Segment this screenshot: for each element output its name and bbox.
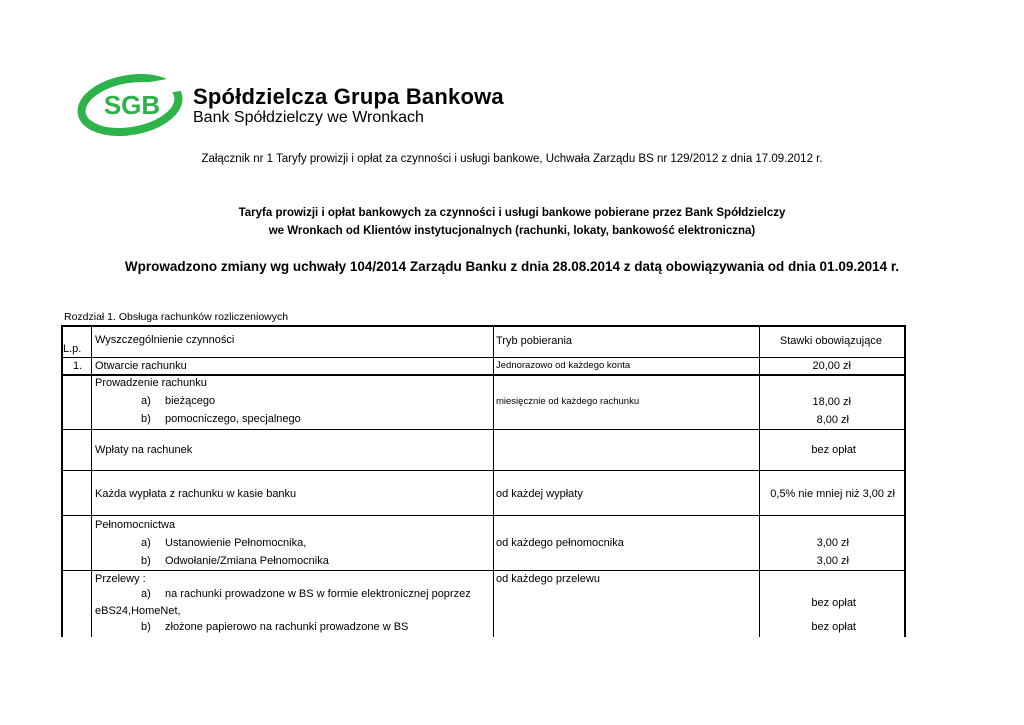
table-border-left — [61, 325, 63, 637]
row2-a-rate: 18,00 zł — [812, 396, 851, 408]
row2-b-letter: b) — [141, 413, 151, 425]
row6-b-rate: bez opłat — [811, 621, 856, 633]
row6-activity: Przelewy : — [95, 573, 146, 585]
tariff-title-line2: we Wronkach od Klientów instytucjonalnych (rachunki, lokaty, bankowość elektroniczna) — [268, 225, 756, 237]
row2-a-text: bieżącego — [165, 395, 216, 407]
row5-a-letter: a) — [141, 537, 151, 549]
row2-a-letter: a) — [141, 395, 151, 407]
row2-activity: Prowadzenie rachunku — [95, 377, 207, 389]
changes-note: Wprowadzono zmiany wg uchwały 104/2014 Zarządu Banku z dnia 28.08.2014 z datą obowiązywania od dnia 01.09.2014 r. — [124, 259, 900, 274]
row-divider — [61, 374, 906, 376]
row5-b-letter: b) — [141, 555, 151, 567]
row-divider — [61, 515, 906, 516]
row4-mode: od każdej wypłaty — [496, 488, 583, 500]
table-border-top — [61, 325, 906, 327]
row4-activity: Każda wypłata z rachunku w kasie banku — [95, 488, 297, 500]
logo-text: SGB — [103, 90, 161, 120]
row6-a-letter: a) — [141, 588, 151, 600]
row2-b-text: pomocniczego, specjalnego — [165, 413, 301, 425]
row6-a-text-line1: na rachunki prowadzone w BS w formie elektronicznej poprzez — [165, 588, 471, 600]
row2-b-rate: 8,00 zł — [816, 414, 849, 426]
brand-name: Spółdzielcza Grupa Bankowa — [193, 84, 504, 109]
header-mode: Tryb pobierania — [496, 335, 573, 347]
header-lp: L.p. — [63, 343, 82, 355]
tariff-title-line1: Taryfa prowizji i opłat bankowych za czynności i usługi bankowe pobierane przez Bank Spółdzielczy — [238, 207, 786, 219]
row6-a-rate: bez opłat — [811, 597, 856, 609]
row5-a-text: Ustanowienie Pełnomocnika, — [165, 537, 307, 549]
row4-rate: 0,5% nie mniej niż 3,00 zł — [770, 488, 895, 500]
row2-mode: miesięcznie od każdego rachunku — [496, 396, 640, 407]
header-rates: Stawki obowiązujące — [779, 335, 882, 347]
row-divider — [61, 570, 906, 571]
row1-rate: 20,00 zł — [812, 360, 851, 372]
row6-b-letter: b) — [141, 621, 151, 633]
brand-subname: Bank Spółdzielczy we Wronkach — [193, 109, 424, 126]
row6-mode: od każdego przelewu — [496, 573, 600, 585]
row5-a-rate: 3,00 zł — [816, 537, 849, 549]
annex-note: Załącznik nr 1 Taryfy prowizji i opłat za czynności i usługi bankowe, Uchwała Zarządu BS nr 129/2012 z dnia 17.09.2012 r. — [201, 153, 823, 165]
tariff-table — [61, 325, 907, 637]
row-divider — [61, 429, 906, 430]
row5-activity: Pełnomocnictwa — [95, 519, 176, 531]
col-divider-activity — [493, 325, 494, 637]
row1-lp: 1. — [73, 360, 83, 372]
row-divider — [61, 470, 906, 471]
row-divider — [61, 357, 906, 358]
row5-b-rate: 3,00 zł — [816, 555, 849, 567]
col-divider-lp — [91, 325, 92, 637]
row6-a-text-line2: eBS24,HomeNet, — [95, 605, 181, 617]
table-border-right — [904, 325, 906, 637]
header-activity: Wyszczególnienie czynności — [95, 334, 235, 346]
row3-rate: bez opłat — [811, 444, 856, 456]
row6-b-text: złożone papierowo na rachunki prowadzone w BS — [165, 621, 409, 633]
row5-b-text: Odwołanie/Zmiana Pełnomocnika — [165, 555, 329, 567]
section-title: Rozdział 1. Obsługa rachunków rozliczeniowych — [64, 311, 289, 323]
row5-mode: od każdego pełnomocnika — [496, 537, 624, 549]
row1-activity: Otwarcie rachunku — [95, 360, 187, 372]
sgb-logo — [77, 74, 187, 136]
row3-activity: Wpłaty na rachunek — [95, 444, 193, 456]
sgb-logo-mark — [77, 74, 187, 136]
row1-mode: Jednorazowo od każdego konta — [496, 360, 631, 371]
